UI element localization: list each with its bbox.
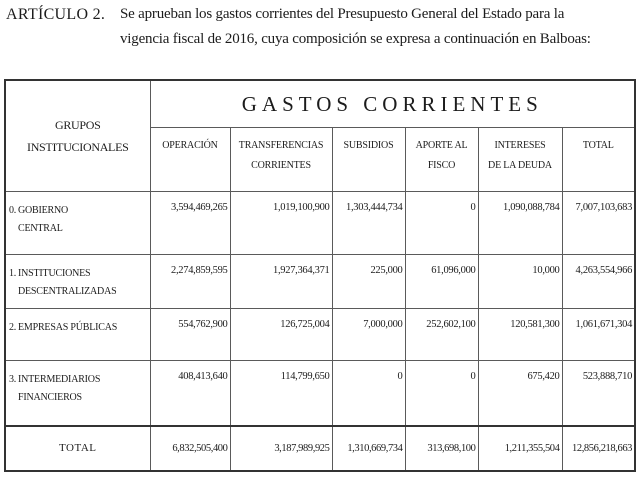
group-name-cell [5, 192, 150, 254]
section-title: GASTOS CORRIENTES [150, 80, 635, 128]
column-header-line-1: APORTE AL [415, 140, 468, 152]
group-name: EMPRESAS PÚBLICAS [18, 321, 118, 333]
article-text-line-1: Se aprueban los gastos corrientes del Presupuesto General del Estado para la [120, 6, 565, 22]
total-aporte: 313,698,100 [405, 426, 478, 471]
group-name-line-1 [9, 371, 148, 389]
table-row-empresas-publicas [5, 308, 635, 360]
value-operacion: 408,413,640 [150, 361, 230, 426]
table-row-total [5, 426, 635, 471]
value-total: 1,061,671,304 [562, 308, 635, 360]
group-name: INSTITUCIONES [18, 267, 91, 279]
column-header-operacion [150, 128, 230, 192]
group-number: 3. [9, 374, 17, 386]
group-number: 2. [9, 321, 17, 333]
article-heading [6, 6, 632, 62]
group-number: 0. [9, 205, 17, 217]
group-name-line-2: FINANCIEROS [18, 392, 82, 404]
value-operacion: 3,594,469,265 [150, 192, 230, 254]
column-header-line-1: TOTAL [582, 140, 614, 152]
column-header-total [562, 128, 635, 192]
column-header-line-2: DE LA DEUDA [488, 160, 552, 172]
column-header-line-1: SUBSIDIOS [343, 140, 394, 152]
value-total: 523,888,710 [562, 361, 635, 426]
groups-header-line-2: INSTITUCIONALES [27, 140, 129, 155]
table-row-gobierno-central [5, 192, 635, 254]
value-subsidios: 0 [332, 361, 405, 426]
group-name-cell [5, 361, 150, 426]
group-name: GOBIERNO [18, 205, 69, 217]
total-intereses: 1,211,355,504 [478, 426, 562, 471]
budget-table [4, 79, 636, 472]
value-aporte: 252,602,100 [405, 308, 478, 360]
value-intereses: 10,000 [478, 254, 562, 308]
column-header-intereses [478, 128, 562, 192]
column-header-transferencias [230, 128, 332, 192]
total-transferencias: 3,187,989,925 [230, 426, 332, 471]
total-label: TOTAL [5, 426, 150, 471]
value-subsidios: 7,000,000 [332, 308, 405, 360]
groups-header [5, 80, 150, 192]
group-name-line-1 [9, 319, 148, 337]
column-header-aporte [405, 128, 478, 192]
group-name-cell [5, 254, 150, 308]
value-transferencias: 126,725,004 [230, 308, 332, 360]
value-transferencias: 114,799,650 [230, 361, 332, 426]
column-header-line-1: TRANSFERENCIAS [238, 140, 324, 152]
column-header-line-1: INTERESES [494, 140, 546, 152]
group-name-line-1 [9, 265, 148, 283]
value-intereses: 1,090,088,784 [478, 192, 562, 254]
total-grand-total: 12,856,218,663 [562, 426, 635, 471]
value-subsidios: 225,000 [332, 254, 405, 308]
table-title-row [5, 80, 635, 128]
group-name-cell [5, 308, 150, 360]
table-row-intermediarios-financieros [5, 361, 635, 426]
value-transferencias: 1,019,100,900 [230, 192, 332, 254]
value-aporte: 61,096,000 [405, 254, 478, 308]
value-transferencias: 1,927,364,371 [230, 254, 332, 308]
value-total: 4,263,554,966 [562, 254, 635, 308]
column-header-line-1: OPERACIÓN [162, 140, 218, 152]
value-total: 7,007,103,683 [562, 192, 635, 254]
table-row-instituciones-descentralizadas [5, 254, 635, 308]
value-subsidios: 1,303,444,734 [332, 192, 405, 254]
groups-header-line-1: GRUPOS [54, 118, 101, 133]
total-subsidios: 1,310,669,734 [332, 426, 405, 471]
value-intereses: 675,420 [478, 361, 562, 426]
value-operacion: 2,274,859,595 [150, 254, 230, 308]
article-text-line-2: vigencia fiscal de 2016, cuya composición se expresa a continuación en Balboas: [120, 31, 591, 47]
value-intereses: 120,581,300 [478, 308, 562, 360]
column-header-line-2: FISCO [427, 160, 456, 172]
column-header-line-2: CORRIENTES [251, 160, 311, 172]
group-name-line-2: DESCENTRALIZADAS [18, 285, 117, 297]
value-operacion: 554,762,900 [150, 308, 230, 360]
group-name-line-1 [9, 202, 148, 220]
column-header-subsidios [332, 128, 405, 192]
value-aporte: 0 [405, 361, 478, 426]
article-label: ARTÍCULO 2. [6, 6, 106, 23]
group-number: 1. [9, 267, 17, 279]
group-name-line-2: CENTRAL [18, 223, 63, 235]
value-aporte: 0 [405, 192, 478, 254]
group-name: INTERMEDIARIOS [18, 374, 101, 386]
total-operacion: 6,832,505,400 [150, 426, 230, 471]
